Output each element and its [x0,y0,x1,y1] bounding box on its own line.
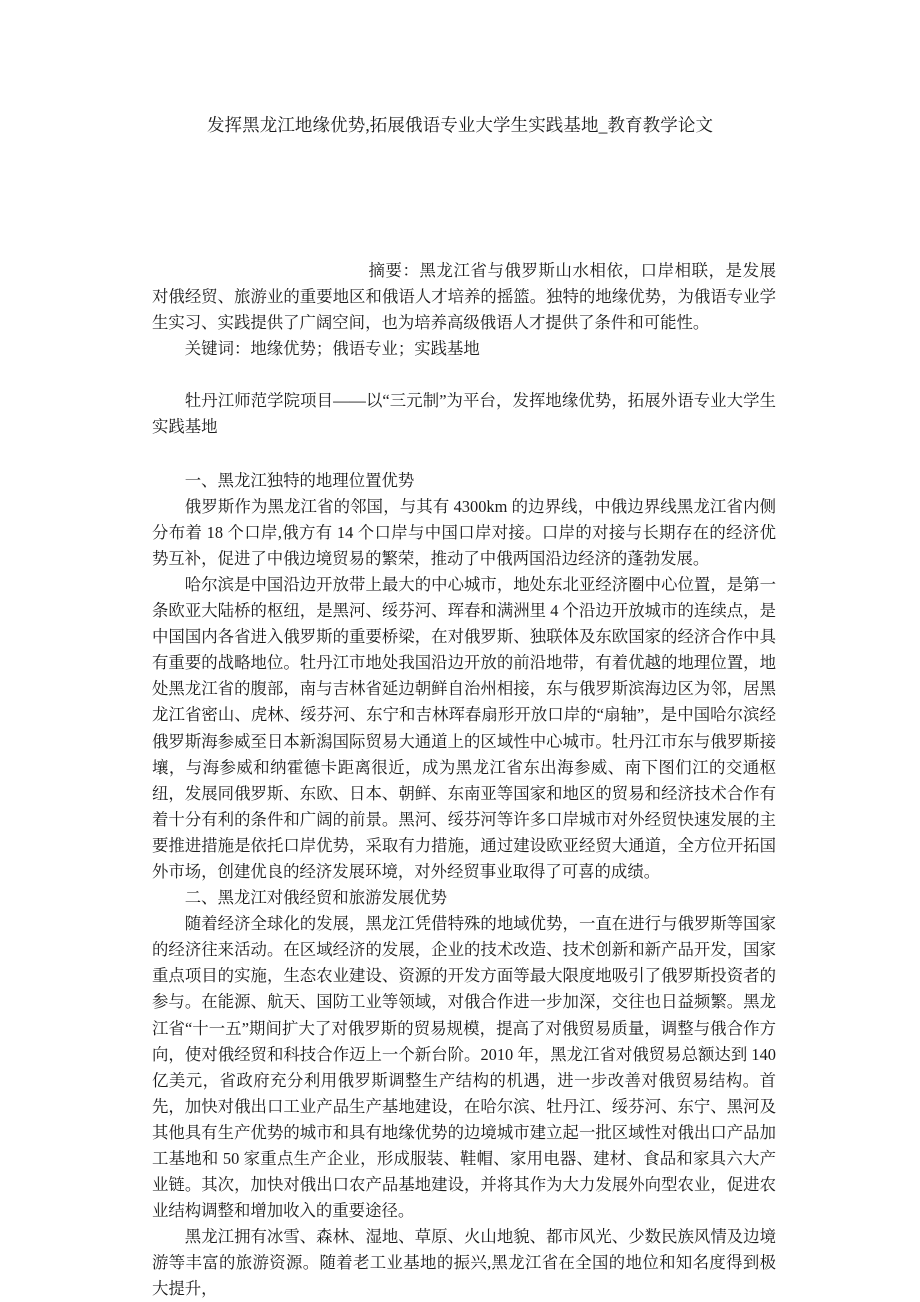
spacer-after-project-note [152,441,776,468]
section-heading-2: 二、黑龙江对俄经贸和旅游发展优势 [184,888,448,908]
section-1-paragraph-2: 哈尔滨是中国沿边开放带上最大的中心城市，地处东北亚经济圈中心位置，是第一条欧亚大陆桥的枢纽，是黑河、绥芬河、珲春和满洲里 4 个沿边开放城市的连续点，是中国国内各省进入俄罗斯的重要桥梁，在对俄罗斯、独联体及东欧国家的经济合作中具有重要的战略地位。牡丹江市地处我国沿边开放的前沿地带，有着优越的地理位置，地处黑龙江省的腹部，南与吉林省延边朝鲜自治州相接，东与俄罗斯滨海边区为邻，居黑龙江省密山、虎林、绥芬河、东宁和吉林珲春扇形开放口岸的“扇轴”，是中国哈尔滨经俄罗斯海参威至日本新潟国际贸易大通道上的区域性中心城市。牡丹江市东与俄罗斯接壤，与海参威和纳霍德卡距离很近，成为黑龙江省东出海参威、南下图们江的交通枢纽，发展同俄罗斯、东欧、日本、朝鲜、东南亚等国家和地区的贸易和经济技术合作有着十分有利的条件和广阔的前景。黑河、绥芬河等许多口岸城市对外经贸快速发展的主要推进措施是依托口岸优势，采取有力措施，通过建设欧亚经贸大通道，全方位开拓国外市场，创建优良的经济发展环境，对外经贸事业取得了可喜的成绩。 [152,574,776,881]
abstract-paragraph: 摘要：黑龙江省与俄罗斯山水相依，口岸相联，是发展对俄经贸、旅游业的重要地区和俄语人才培养的摇篮。独特的地缘优势，为俄语专业学生实习、实践提供了广阔空间，也为培养高级俄语人才提供了条件和可能性。 [152,261,776,333]
project-note-paragraph: 牡丹江师范学院项目——以“三元制”为平台，发挥地缘优势，拓展外语专业大学生实践基地 [152,391,776,437]
section-heading-1: 一、黑龙江独特的地理位置优势 [184,470,415,490]
page-title: 发挥黑龙江地缘优势,拓展俄语专业大学生实践基地_教育教学论文 [206,115,714,135]
document-body [152,258,776,1302]
keywords-paragraph: 关键词：地缘优势；俄语专业；实践基地 [184,339,480,359]
section-2-paragraph-2: 黑龙江拥有冰雪、森林、湿地、草原、火山地貌、都市风光、少数民族风情及边境游等丰富的旅游资源。随着老工业基地的振兴,黑龙江省在全国的地位和知名度得到极大提升， [152,1227,776,1299]
spacer-after-keywords [152,362,776,388]
section-2-paragraph-1: 随着经济全球化的发展，黑龙江凭借特殊的地域优势，一直在进行与俄罗斯等国家的经济往来活动。在区域经济的发展，企业的技术改造、技术创新和新产品开发，国家重点项目的实施，生态农业建设、资源的开发方面等最大限度地吸引了俄罗斯投资者的参与。在能源、航天、国防工业等领域，对俄合作进一步加深，交往也日益频繁。黑龙江省“十一五”期间扩大了对俄罗斯的贸易规模，提高了对俄贸易质量，调整与俄合作方向，使对俄经贸和科技合作迈上一个新台阶。2010 年，黑龙江省对俄贸易总额达到 140 亿美元，省政府充分利用俄罗斯调整生产结构的机遇，进一步改善对俄贸易结构。首先，加快对俄出口工业产品生产基地建设，在哈尔滨、牡丹江、绥芬河、东宁、黑河及其他具有生产优势的城市和具有地缘优势的边境城市建立起一批区域性对俄出口产品加工基地和 50 家重点生产企业，形成服装、鞋帽、家用电器、建材、食品和家具六大产业链。其次，加快对俄出口农产品基地建设，并将其作为大力发展外向型农业，促进农业结构调整和增加收入的重要途径。 [152,914,776,1221]
section-1-paragraph-1: 俄罗斯作为黑龙江省的邻国，与其有 4300km 的边界线，中俄边界线黑龙江省内侧分布着 18 个口岸,俄方有 14 个口岸与中国口岸对接。口岸的对接与长期存在的经济优势互补，促进了中俄边境贸易的繁荣，推动了中俄两国沿边经济的蓬勃发展。 [152,496,776,568]
